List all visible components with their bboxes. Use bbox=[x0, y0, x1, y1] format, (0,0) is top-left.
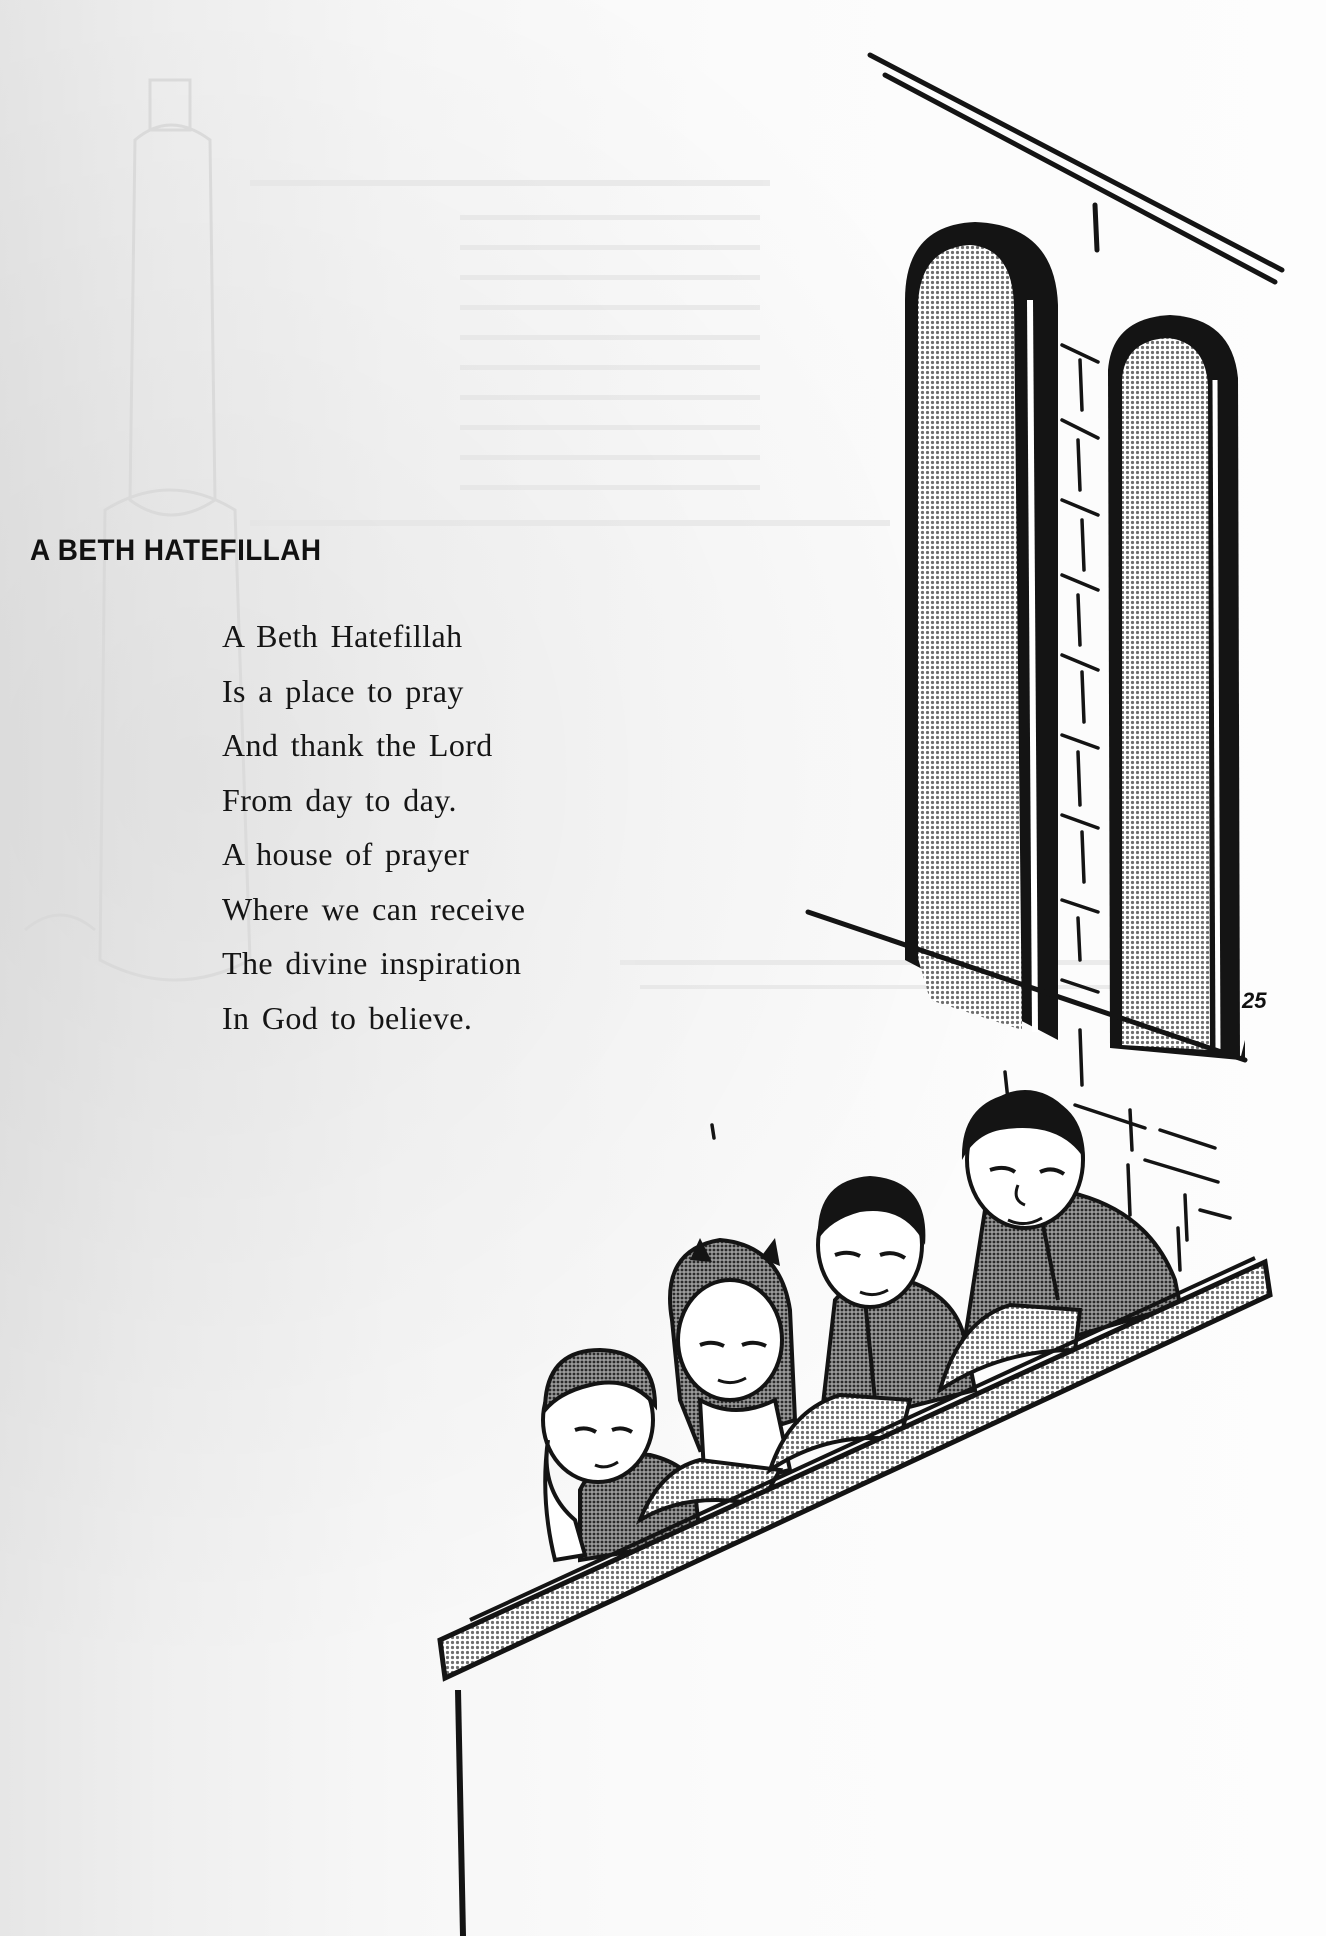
poem-title: A BETH HATEFILLAH bbox=[30, 534, 322, 567]
left-arched-window bbox=[905, 222, 1058, 1040]
poem-line: The divine inspiration bbox=[222, 945, 522, 981]
poem-line: In God to believe. bbox=[222, 999, 473, 1036]
poem-line: And thank the Lord bbox=[222, 727, 493, 763]
poem-line: Is a place to pray bbox=[222, 672, 464, 709]
poem-line: Where we can receive bbox=[222, 890, 526, 927]
page-number: 25 bbox=[1242, 988, 1267, 1013]
boy-middle bbox=[818, 1176, 975, 1430]
poem-line: A house of prayer bbox=[222, 836, 470, 872]
brick-marks bbox=[1062, 345, 1098, 992]
right-arched-window bbox=[1108, 315, 1240, 1060]
poem-line: A Beth Hatefillah bbox=[222, 618, 463, 654]
poem-line: From day to day. bbox=[222, 781, 457, 818]
